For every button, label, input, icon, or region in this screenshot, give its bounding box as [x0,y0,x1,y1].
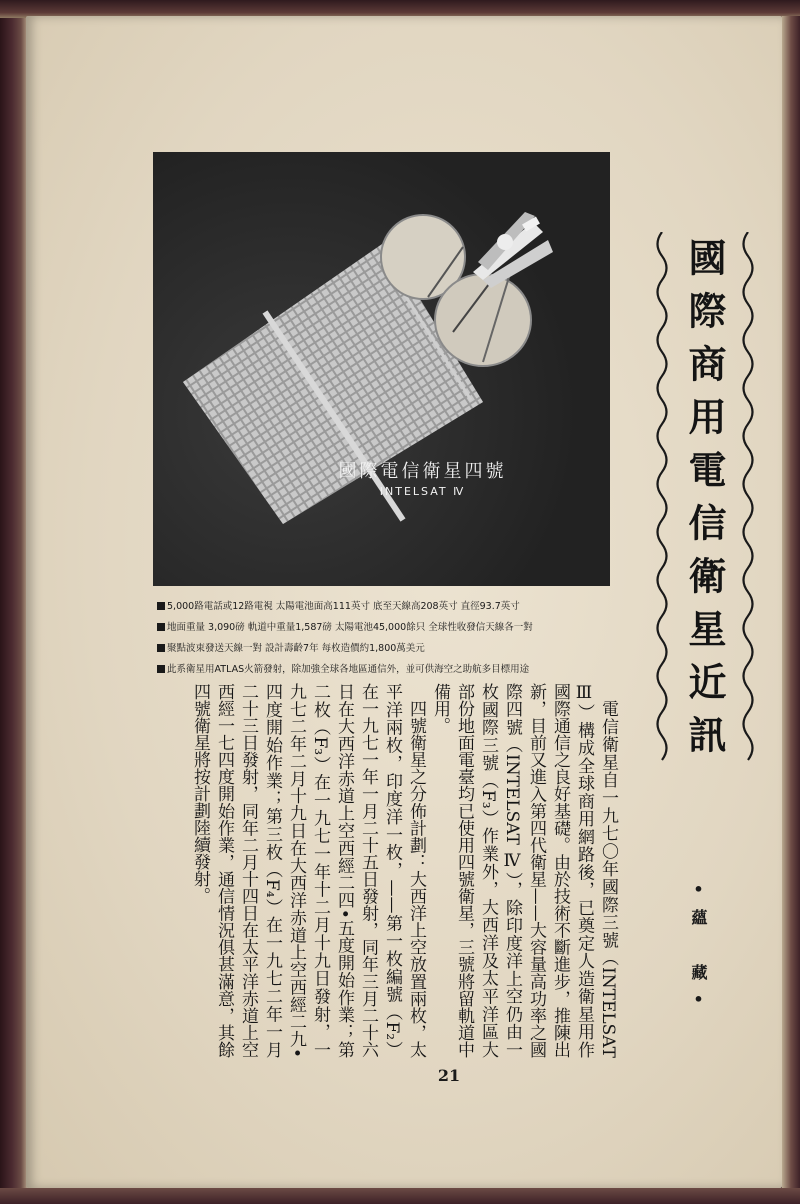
spec-line: 5,000路電話或12路電視 太陽電池面高111英寸 底至天線高208英寸 直徑93.7英寸 [157,596,602,617]
body-paragraph: 四號衛星之分佈計劃：大西洋上空放置兩枚，太平洋兩枚，印度洋一枚，——第一枚編號（F₂）在一九七一年一月二十五日發射，同年三月二十六日在大西洋赤道上空西經二四•五度開始作業；第二枚（F₃）在一九七一年十二月十九日發射，一九七二年二月十九日在大西洋赤道上空西經二九•四度開始作業；第三枚（F₄）在一九七二年一月二十三日發射，同年二月十四日在太平洋赤道上空西經一七四度開始作業，通信情況俱甚滿意，其餘四號衛星將按計劃陸續發射。 [190,683,426,1058]
satellite-specs [157,596,602,680]
article-title: 國際商用電信衛星近訊 [682,238,726,768]
spec-line: 地面重量 3,090磅 軌道中重量1,587磅 太陽電池45,000餘只 全球性收發信天線各一對 [157,617,602,638]
satellite-illustration [153,152,610,586]
body-paragraph: 電信衛星自一九七〇年國際三號（INTELSAT Ⅲ）構成全球商用網路後，已奠定人造衛星用作國際通信之良好基礎。由於技術不斷進步，推陳出新，目前又進入第四代衛星——大容量高功率之國際四號（INTELSAT Ⅳ），除印度洋上空仍由一枚國際三號（F₃）作業外，大西洋及太平洋區大部份地面電臺均已使用四號衛星，三號將留軌道中備用。 [430,683,618,1058]
title-box [640,232,764,776]
article-body [150,683,620,1058]
book-right-edge [782,16,800,1188]
bullet-icon [157,623,165,631]
satellite-photo [153,152,610,586]
book-bottom-edge [0,1188,800,1204]
bullet-icon [157,602,165,610]
feed-horns [473,212,553,288]
page-number: 21 [437,1066,461,1085]
bullet-icon [157,665,165,673]
bullet-icon [157,644,165,652]
author-name: •蘊 藏• [689,880,708,1019]
photo-caption-english: INTELSAT Ⅳ [379,485,466,498]
spec-line: 此系衛星用ATLAS火箭發射，除加強全球各地區通信外，並可供海空之助航多目標用途 [157,659,602,680]
spec-line: 聚點波束發送天線一對 設計壽齡7年 每枚造價約1,800萬美元 [157,638,602,659]
photo-caption-chinese: 國際電信衛星四號 [338,461,507,482]
photo-caption [153,457,610,498]
